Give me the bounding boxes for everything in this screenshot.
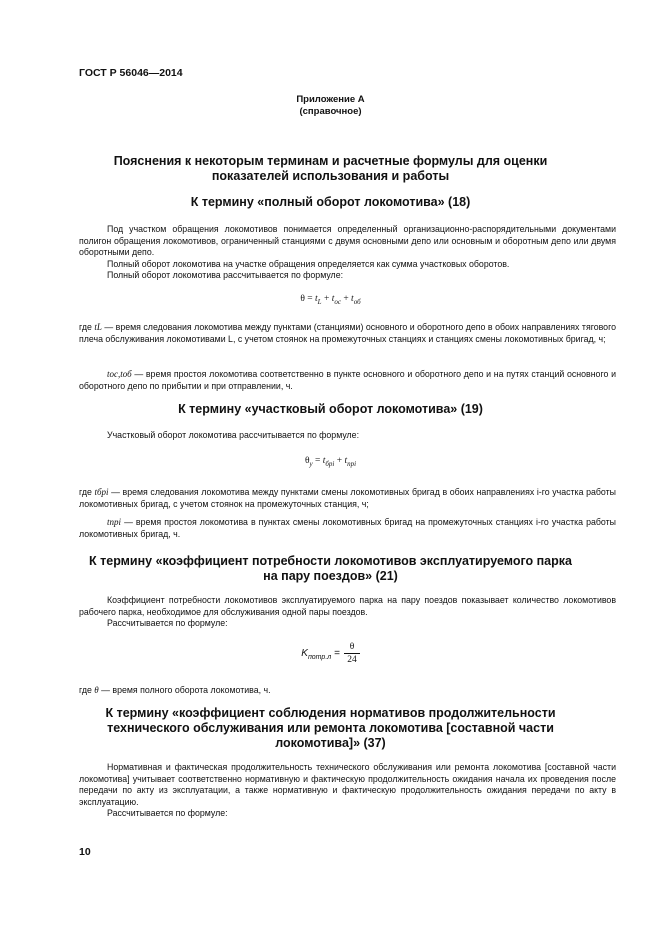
section-18-where-1: где tL — время следования локомотива между пунктами (станциями) основного и оборотного депо в обоих направлениях тягового плеча обслуживания локомотивами L, с учетом стоянок на промежуточных станциях и станциях смены локомотивных бригад, ч; xyxy=(79,322,616,344)
section-37-heading xyxy=(0,706,661,751)
formula-full-turnover: $\theta = t_L + t_{ос} + t_{об}$ xyxy=(300,294,361,306)
main-title xyxy=(0,154,661,184)
fraction-numerator: θ xyxy=(344,641,360,654)
section-18-paragraph-1: Под участком обращения локомотивов понимается определенный организационно-распорядительными документами полигон обращения локомотивов, ограниченный станциями с двумя основными депо или основным и оборотным депо или двумя оборотными депо. xyxy=(79,224,616,258)
fraction xyxy=(344,641,360,666)
document-id: ГОСТ Р 56046—2014 xyxy=(79,67,183,79)
section-19-paragraph-1: Участковый оборот локомотива рассчитывается по формуле: xyxy=(107,430,360,440)
section-37-heading-line3: локомотива]» (37) xyxy=(275,736,386,750)
section-21-heading xyxy=(0,554,661,584)
section-37-heading-line2: технического обслуживания или ремонта локомотива [составной части xyxy=(107,721,554,735)
section-21-paragraph-2: Рассчитывается по формуле: xyxy=(107,618,228,628)
section-21-heading-line2: на пару поездов» (21) xyxy=(263,569,398,583)
appendix-label xyxy=(0,94,661,118)
section-19-where-1: где tбрi — время следования локомотива между пунктами смены локомотивных бригад в обоих направлениях i-го участка работы локомотивных бригад, с учетом стоянок на промежуточных станция, ч; xyxy=(79,487,616,509)
formula-section-turnover: $\theta_у = t_{брi} + t_{прi}$ xyxy=(304,456,357,468)
section-18-heading: К термину «полный оборот локомотива» (18) xyxy=(190,195,471,209)
section-19-heading: К термину «участковый оборот локомотива» (19) xyxy=(178,402,483,416)
section-18-where-2: tос,tоб — время простоя локомотива соответственно в пункте основного и оборотного депо и на путях станций основного и оборотного депо по прибытии и при отправлении, ч. xyxy=(79,369,616,391)
section-37-paragraph-1: Нормативная и фактическая продолжительность технического обслуживания или ремонта локомотива [составной части локомотива] учитывает соответственно нормативную и фактическую продолжительность ожидания начала их проведения после передачи по акту из эксплуатации, а также нормативную и фактическую продолжительность ожидания передачи по акту в эксплуатацию. xyxy=(79,762,616,807)
main-title-line1: Пояснения к некоторым терминам и расчетные формулы для оценки xyxy=(113,154,548,168)
section-21-where-1: где θ — время полного оборота локомотива, ч. xyxy=(79,685,271,695)
section-37-paragraph-2: Рассчитывается по формуле: xyxy=(107,808,228,818)
section-37-heading-line1: К термину «коэффициент соблюдения нормативов продолжительности xyxy=(105,706,556,720)
section-21-heading-line1: К термину «коэффициент потребности локомотивов эксплуатируемого парка xyxy=(89,554,572,568)
appendix-subtitle: (справочное) xyxy=(299,106,362,117)
section-21-paragraph-1: Коэффициент потребности локомотивов эксплуатируемого парка на пару поездов показывает количество локомотивов рабочего парка, необходимое для обслуживания одной пары поездов. xyxy=(79,595,616,617)
formula-locomotive-demand: $K_{потр.л}$ = $\frac{\theta}{24}$ xyxy=(0,641,661,666)
section-18-paragraph-2: Полный оборот локомотива на участке обращения определяется как сумма участковых оборотов. xyxy=(107,259,510,269)
fraction-denominator: 24 xyxy=(347,655,357,665)
section-19-where-2: tпрi — время простоя локомотива в пунктах смены локомотивных бригад на промежуточных станциях i-го участка работы локомотивных бригад, ч. xyxy=(79,517,616,539)
page-number: 10 xyxy=(79,846,91,858)
main-title-line2: показателей использования и работы xyxy=(211,169,450,183)
section-18-paragraph-3: Полный оборот локомотива рассчитывается по формуле: xyxy=(107,270,344,280)
appendix-title: Приложение А xyxy=(296,94,365,105)
